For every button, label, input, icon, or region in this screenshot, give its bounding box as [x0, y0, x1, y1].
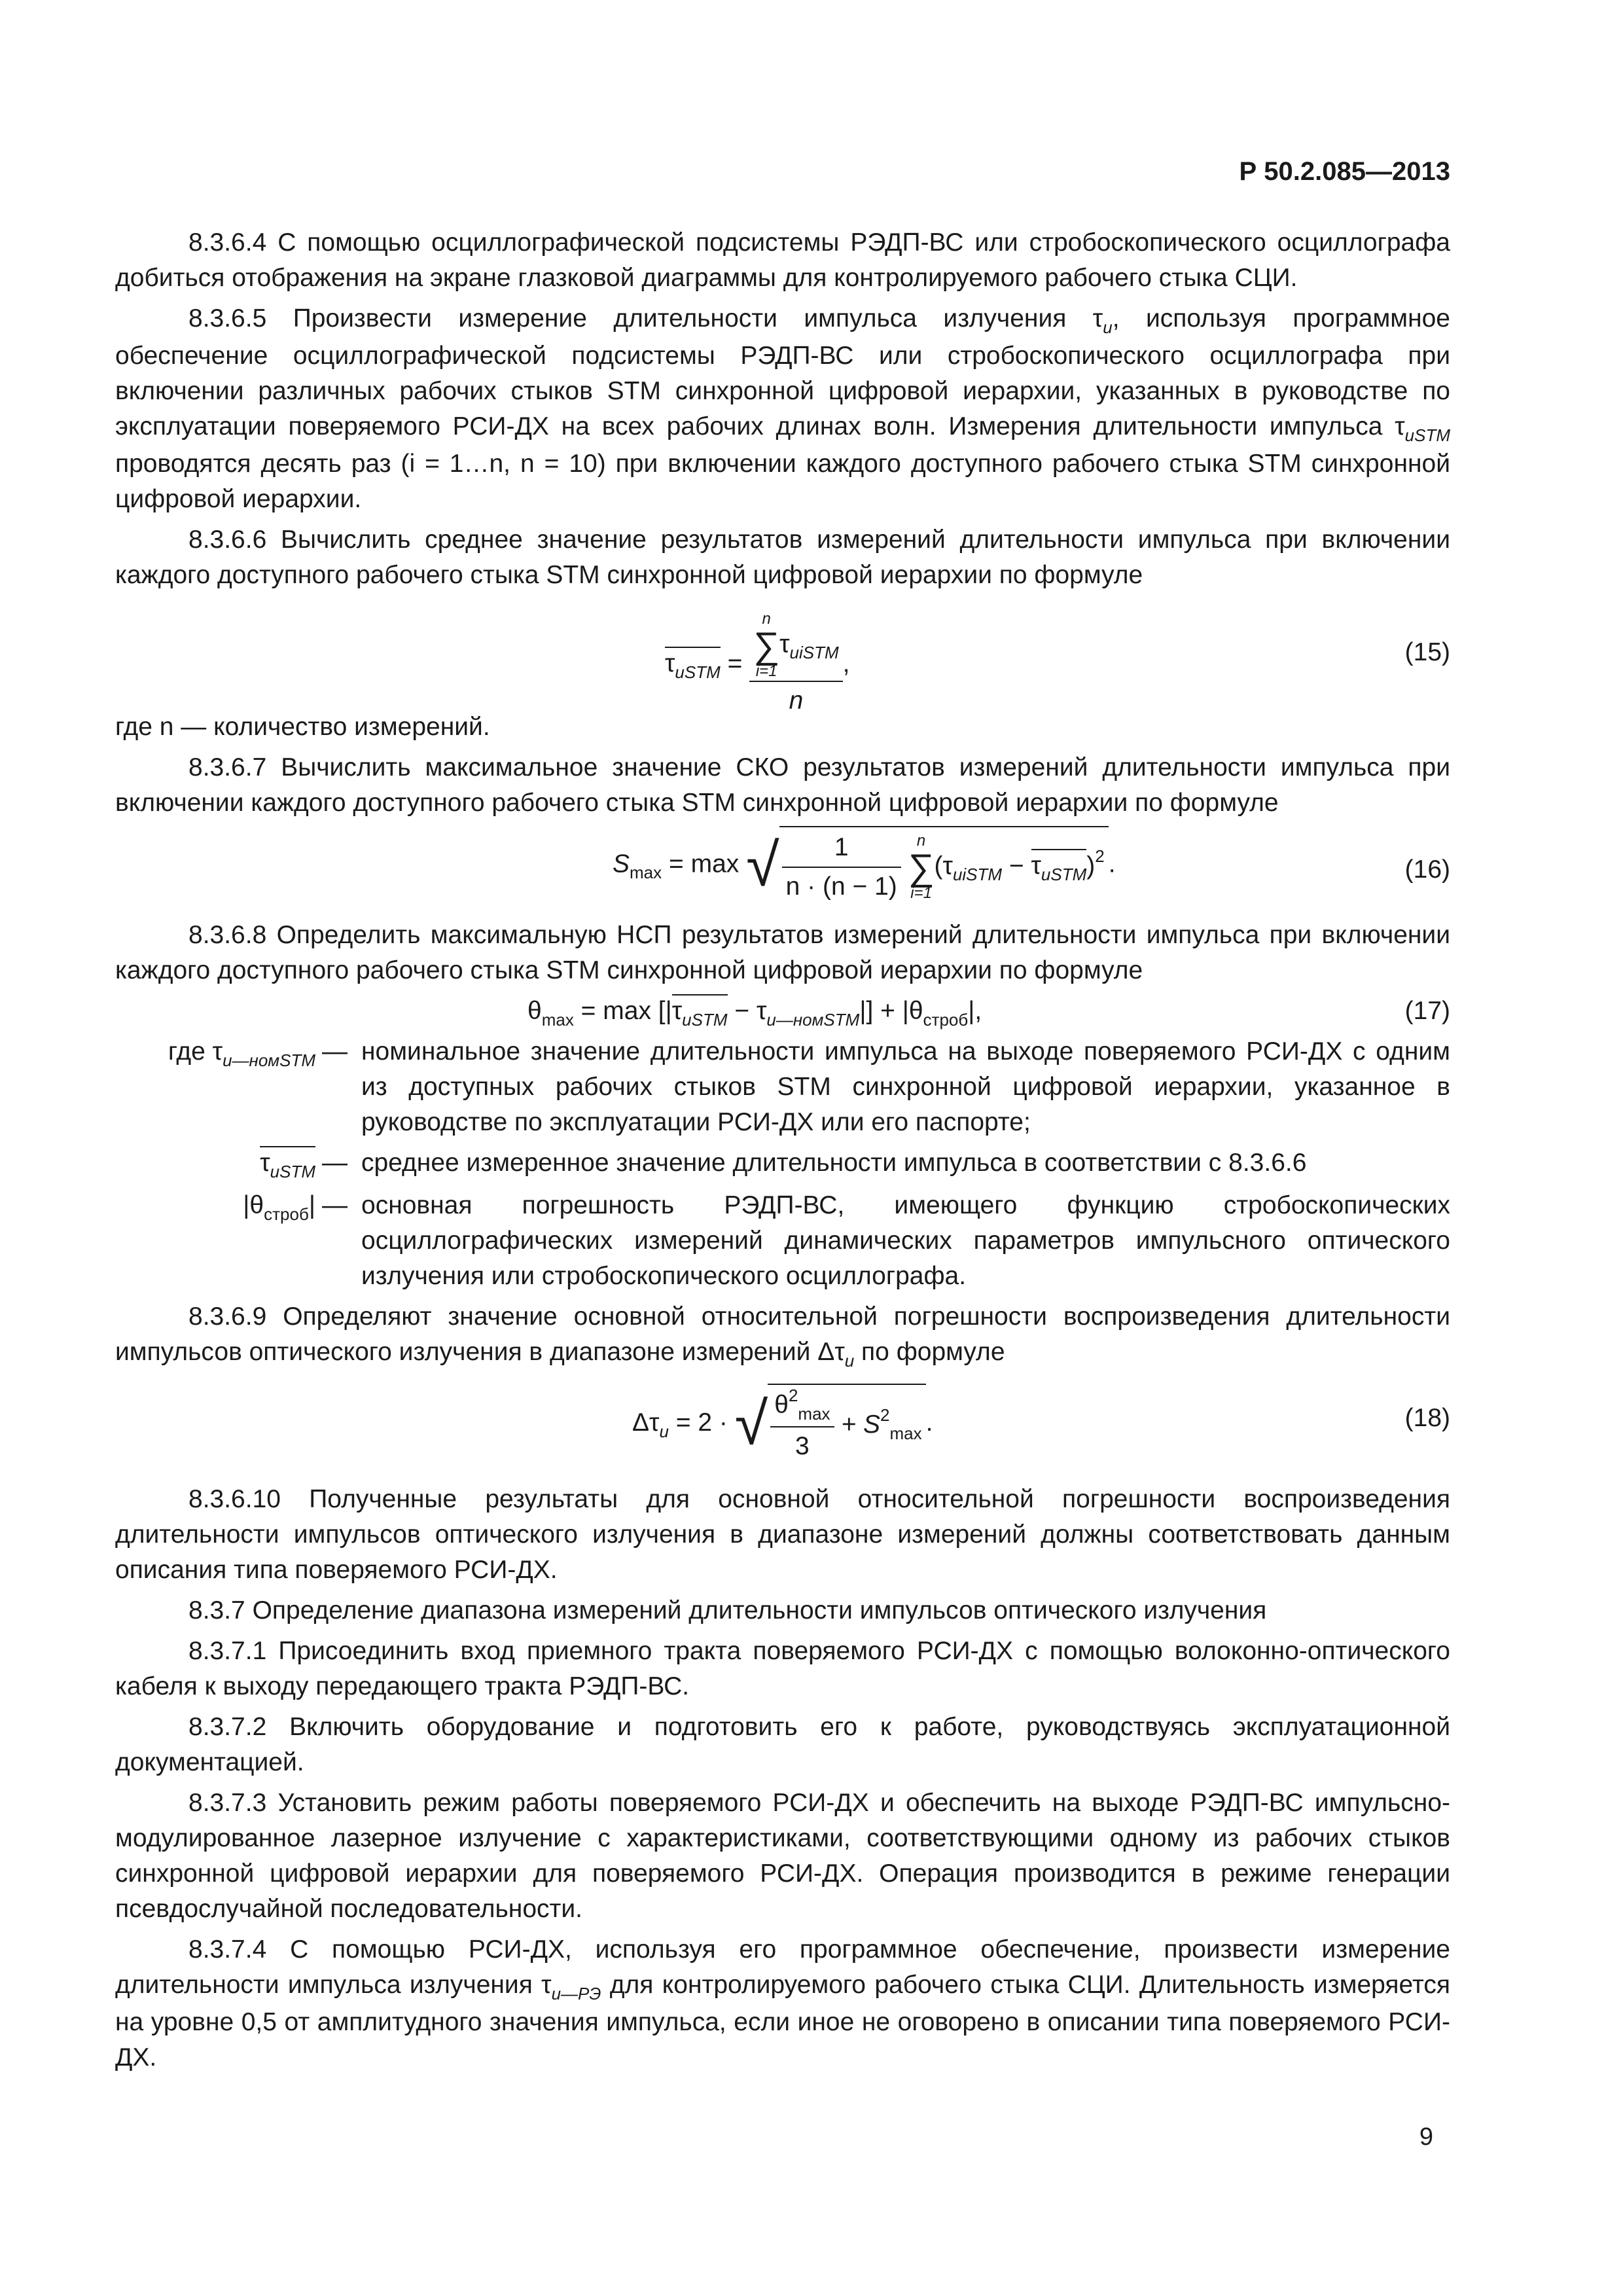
formula-16: $S_{max} = \max$ √ $\frac{1}{n \cdot (n - 1)}$ n ∑ i=1 $(\tau_{иiSTM} - \tau_{иSTM})^2$ . (16): [115, 826, 1450, 918]
formula-16-number: (16): [1404, 855, 1450, 884]
definition-item: где $\tau_{и—номSTM}$ — номинальное значение длительности импульса на выходе поверяемого РСИ-ДХ с одним из доступных рабочих стыков STM синхронной цифровой иерархии, указанное в руководстве по эксплуатации РСИ-ДХ или его паспорте;: [168, 1037, 1450, 1136]
page-number: 9: [1419, 2123, 1433, 2151]
paragraph-8-3-7-2: 8.3.7.2 Включить оборудование и подготовить его к работе, руководствуясь эксплуатационной документацией.: [115, 1713, 1450, 1776]
paragraph-8-3-6-6: 8.3.6.6 Вычислить среднее значение результатов измерений длительности импульса при включении каждого доступного рабочего стыка STM синхронной цифровой иерархии по формуле: [115, 526, 1450, 589]
paragraph-8-3-6-7: 8.3.6.7 Вычислить максимальное значение СКО результатов измерений длительности импульса при включении каждого доступного рабочего стыка STM синхронной цифровой иерархии по формуле: [115, 753, 1450, 817]
paragraph-8-3-6-10: 8.3.6.10 Полученные результаты для основной относительной погрешности воспроизведения длительности импульсов оптического излучения в диапазоне измерений должны соответствовать данным описания типа поверяемого РСИ-ДХ.: [115, 1485, 1450, 1584]
definition-item: $|\theta_{строб}|$ — основная погрешность РЭДП-ВС, имеющего функцию стробоскопических осциллографических измерений динамических параметров импульсного оптического излучения или стробоскопического осциллографа.: [243, 1191, 1450, 1290]
document-code: Р 50.2.085—2013: [1239, 157, 1450, 186]
paragraph-where-n: где n — количество измерений.: [115, 713, 490, 741]
formula-18: $\Delta\tau_и = 2$ · √ $\frac{\theta^2_{max}}{3}$ + $S^2_{max}$ . (18): [115, 1377, 1450, 1482]
definition-item: $\tau_{иSTM}$ — среднее измеренное значение длительности импульса в соответствии с 8.3.6.6: [115, 1145, 1450, 1183]
paragraph-8-3-7: 8.3.7 Определение диапазона измерений длительности импульсов оптического излучения: [188, 1596, 1267, 1624]
formula-18-number: (18): [1404, 1404, 1450, 1432]
formula-17-number: (17): [1404, 997, 1450, 1025]
paragraph-8-3-6-8: 8.3.6.8 Определить максимальную НСП результатов измерений длительности импульса при включении каждого доступного рабочего стыка STM синхронной цифровой иерархии по формуле: [115, 921, 1450, 984]
formula-15: $\tau_{иSTM}$ = n ∑ i=1 $\tau_{иiSTM}$ n , (15): [665, 610, 1450, 715]
paragraph-8-3-7-3: 8.3.7.3 Установить режим работы поверяемого РСИ-ДХ и обеспечить на выходе РЭДП-ВС импульсно-модулированное лазерное излучение с характеристиками, соответствующими одному из рабочих стыков синхронной цифровой иерархии для поверяемого РСИ-ДХ. Операция производится в режиме генерации псевдослучайной последовательности.: [115, 1789, 1450, 1923]
paragraph-8-3-6-9: 8.3.6.9 Определяют значение основной относительной погрешности воспроизведения длительности импульсов оптического излучения в диапазоне измерений $\Delta\tau_и$ по формуле: [115, 1302, 1450, 1371]
paragraph-8-3-6-4: 8.3.6.4 С помощью осциллографической подсистемы РЭДП-ВС или стробоскопического осциллографа добиться отображения на экране глазковой диаграммы для контролируемого рабочего стыка СЦИ.: [115, 228, 1450, 292]
paragraph-8-3-7-1: 8.3.7.1 Присоединить вход приемного тракта поверяемого РСИ-ДХ с помощью волоконно-оптического кабеля к выходу передающего тракта РЭДП-ВС.: [115, 1637, 1450, 1700]
formula-17: $\theta_{max} = \max [|\tau_{иSTM} - \tau_{и—номSTM}|] + |\theta_{строб}|$, (17): [115, 994, 1450, 1034]
main-content: [115, 225, 1450, 2081]
formula-15-number: (15): [1404, 638, 1450, 666]
definitions-list: [115, 1034, 1450, 1294]
paragraph-8-3-6-5: 8.3.6.5 Произвести измерение длительности импульса излучения $\tau_и$, используя программное обеспечение осциллографической подсистемы РЭДП-ВС или стробоскопического осциллографа при включении различных рабочих стыков STM синхронной цифровой иерархии, указанных в руководстве по эксплуатации поверяемого РСИ-ДХ на всех рабочих длинах волн. Измерения длительности импульса $\tau_{иSTM}$ проводятся десять раз (i = 1…n, n = 10) при включении каждого доступного рабочего стыка STM синхронной цифровой иерархии.: [115, 304, 1450, 513]
paragraph-8-3-7-4: 8.3.7.4 С помощью РСИ-ДХ, используя его программное обеспечение, произвести измерение длительности импульса излучения $\tau_{и—РЭ}$ для контролируемого рабочего стыка СЦИ. Длительность измеряется на уровне 0,5 от амплитудного значения импульса, если иное не оговорено в описании типа поверяемого РСИ-ДХ.: [115, 1935, 1450, 2072]
